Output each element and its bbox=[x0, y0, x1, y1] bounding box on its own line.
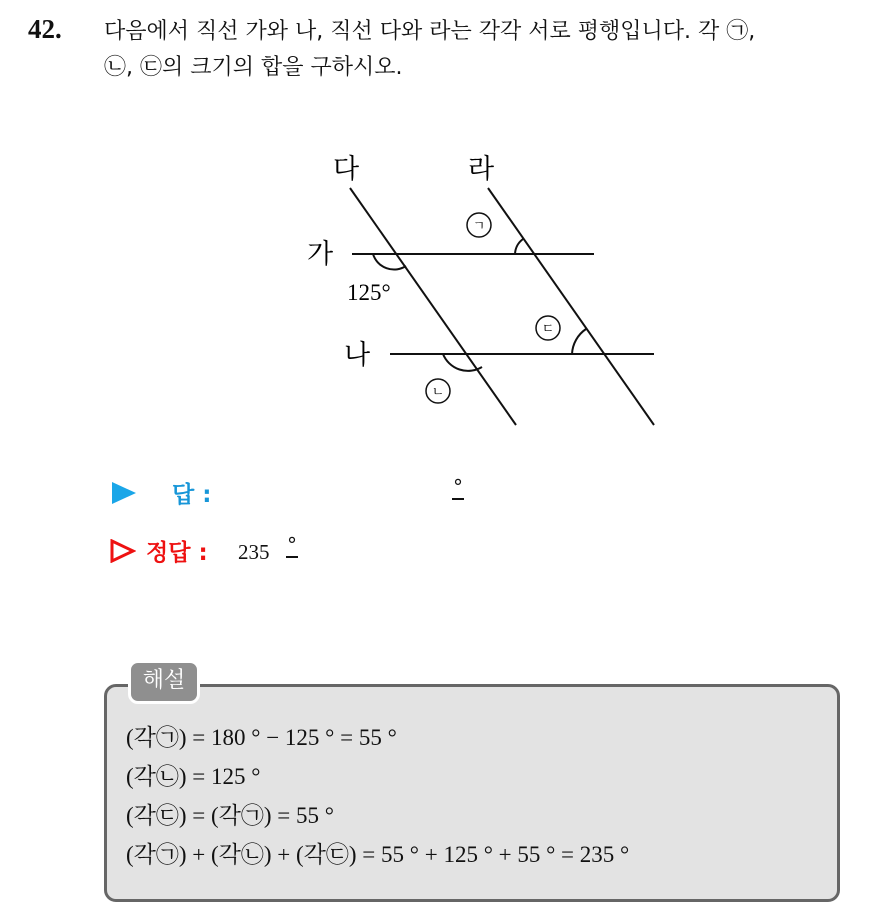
label-angle-1: ㄱ bbox=[472, 219, 486, 234]
label-line-da: 다 bbox=[333, 154, 360, 185]
answer-unit: ° bbox=[453, 475, 463, 499]
solution-title: 해설 bbox=[128, 660, 200, 704]
correct-answer-label: 정답 : bbox=[146, 540, 208, 566]
correct-answer-unit: ° bbox=[287, 533, 297, 557]
red-triangle-outline-icon bbox=[110, 539, 136, 563]
solution-line-3: (각㉢) = (각㉠) = 55 ° bbox=[126, 803, 334, 828]
correct-answer-row bbox=[110, 534, 510, 574]
solution-line-4: (각㉠) + (각㉡) + (각㉢) = 55 ° + 125 ° + 55 ° = 235 ° bbox=[126, 842, 630, 867]
question-line-1: 다음에서 직선 가와 나, 직선 다와 라는 각각 서로 평행입니다. 각 ㉠, bbox=[104, 19, 756, 44]
label-line-ga: 가 bbox=[307, 239, 334, 270]
line-ra bbox=[488, 188, 654, 425]
label-angle-3: ㄷ bbox=[541, 322, 555, 337]
question-number: 42. bbox=[28, 14, 62, 44]
solution-line-1: (각㉠) = 180 ° − 125 ° = 55 ° bbox=[126, 725, 397, 750]
label-angle-2: ㄴ bbox=[431, 385, 445, 400]
label-line-na: 나 bbox=[344, 340, 371, 371]
answer-label: 답 : bbox=[172, 482, 212, 508]
arc-angle-3 bbox=[572, 329, 586, 354]
answer-row bbox=[110, 476, 510, 516]
label-given-angle: 125° bbox=[347, 280, 391, 305]
correct-answer-value: 235 bbox=[238, 540, 270, 564]
solution-lines bbox=[126, 718, 629, 874]
solution-line-2: (각㉡) = 125 ° bbox=[126, 764, 261, 789]
arc-angle-1 bbox=[515, 239, 523, 254]
blue-triangle-icon bbox=[112, 482, 136, 504]
label-line-ra: 라 bbox=[468, 154, 495, 185]
question-line-2: ㉡, ㉢의 크기의 합을 구하시오. bbox=[104, 55, 403, 80]
